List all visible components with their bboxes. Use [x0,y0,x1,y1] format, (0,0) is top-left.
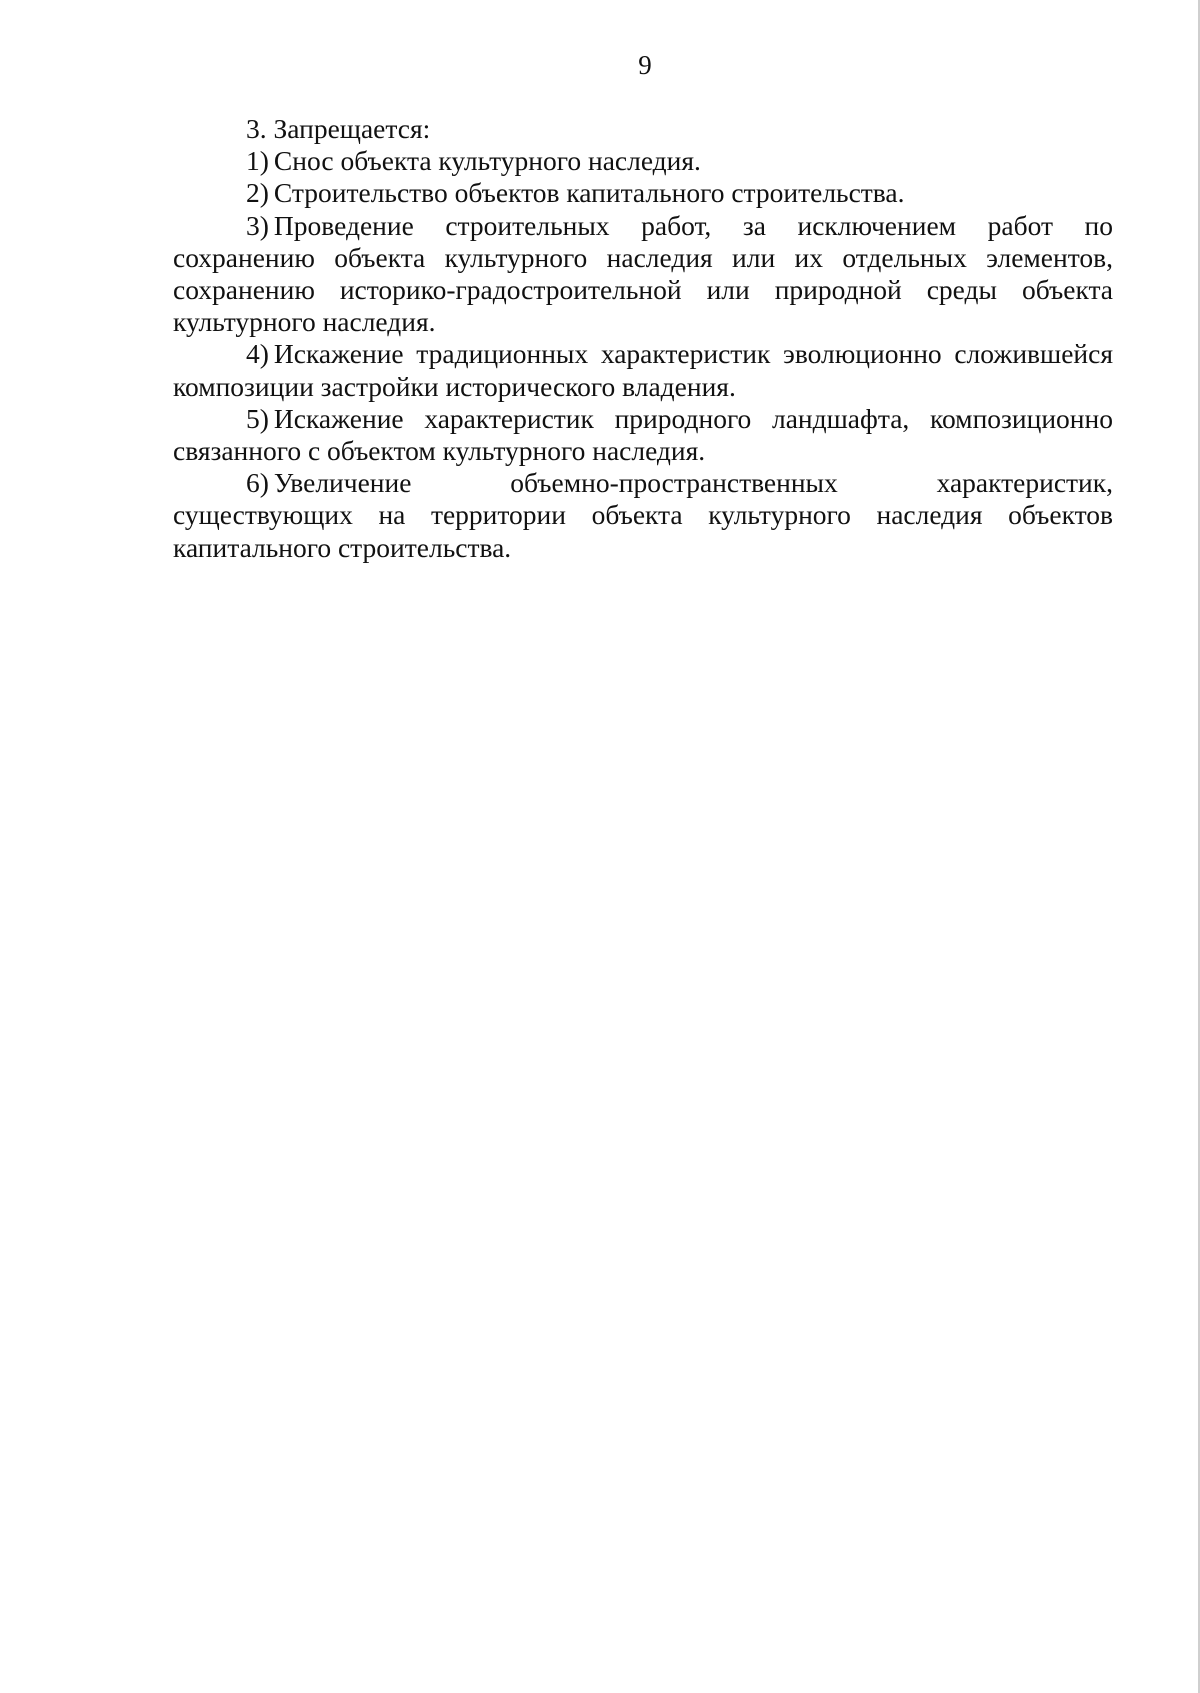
document-body [173,113,1113,564]
list-item-text: Строительство объектов капитального строительства. [273,177,905,209]
list-item-text: Искажение характеристик природного ландшафта, композиционно связанного с объектом культурного наследия. [173,402,1113,467]
section-heading: 3. Запрещается: [246,113,431,144]
list-item-number: 6) [246,467,269,499]
list-item-6 [173,467,1113,564]
list-item-text: Искажение традиционных характеристик эволюционно сложившейся композиции застройки исторического владения. [173,338,1113,402]
list-item-text: Проведение строительных работ, за исключением работ по сохранению объекта культурного наследия или их отдельных элементов, сохранению историко-градостроительной или природной среды объекта культурного наследия. [173,209,1113,338]
list-item-3 [173,210,1113,339]
list-item-number: 5) [246,402,269,434]
list-item-number: 2) [246,177,269,209]
list-item-text: Увеличение объемно-пространственных характеристик, существующих на территории объекта культурного наследия объектов капитального строительства. [173,467,1113,563]
list-item-number: 4) [246,338,269,370]
page-number: 9 [638,50,652,80]
list-item-2 [173,177,1113,209]
list-item-5 [173,403,1113,467]
list-item-text: Снос объекта культурного наследия. [273,145,701,177]
list-item-number: 1) [246,145,269,177]
list-item-number: 3) [246,209,269,241]
list-item-4 [173,338,1113,402]
list-item-1 [173,145,1113,177]
